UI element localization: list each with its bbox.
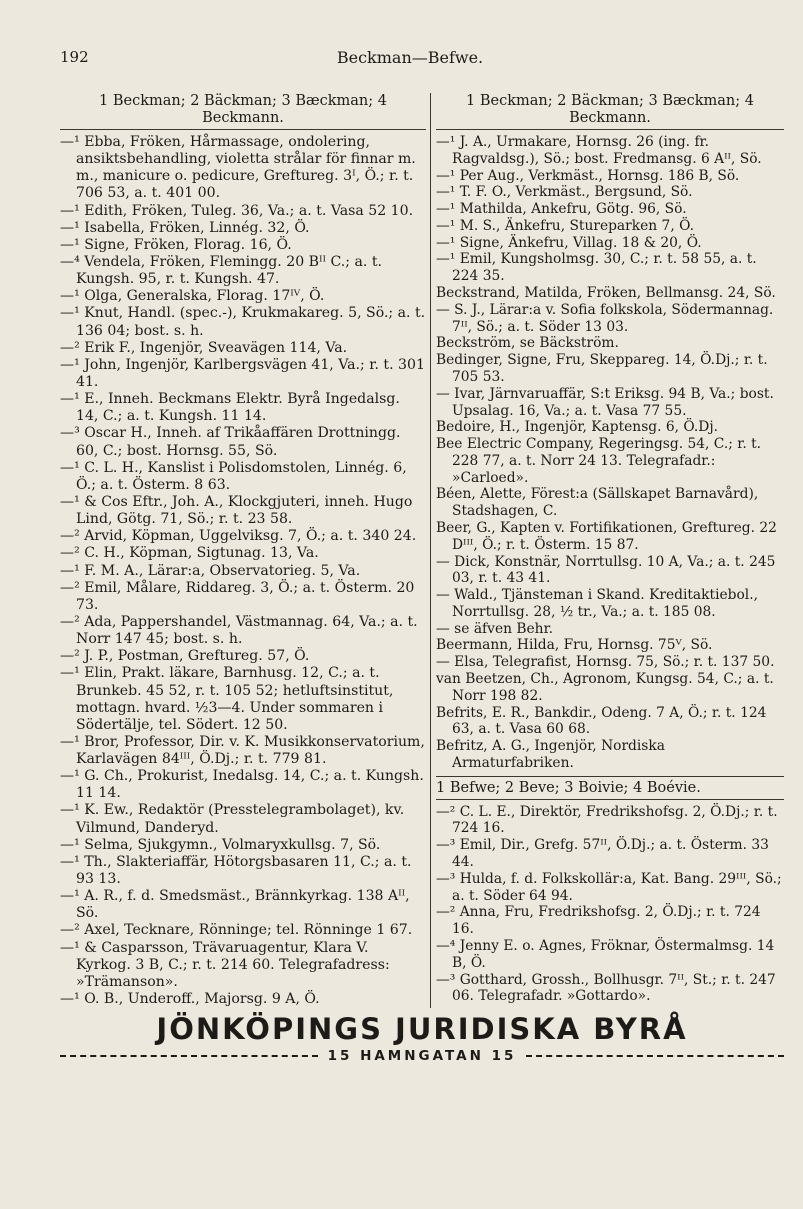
directory-entry: —² Emil, Målare, Riddareg. 3, Ö.; a. t. Österm. 20 73. — [60, 579, 415, 613]
directory-entry: —¹ G. Ch., Prokurist, Inedalsg. 14, C.; a. t. Kungsh. 11 14. — [60, 768, 424, 802]
directory-entry: —¹ & Casparsson, Trävaruagentur, Klara V. Kyrkog. 3 B, C.; r. t. 214 60. Telegrafadress: »Trämanson». — [60, 939, 390, 990]
directory-entry: Bedinger, Signe, Fru, Skeppareg. 14, Ö.Dj.; r. t. 705 53. — [436, 352, 768, 385]
directory-entry: Beckstrand, Matilda, Fröken, Bellmansg. 24, Sö. — [436, 285, 776, 302]
directory-entry: Befrits, E. R., Bankdir., Odeng. 7 A, Ö.; r. t. 124 63, a. t. Vasa 60 68. — [436, 704, 767, 738]
page-header — [60, 44, 760, 70]
directory-entry: —¹ C. L. H., Kanslist i Polisdomstolen, Linnég. 6, Ö.; a. t. Österm. 8 63. — [60, 459, 407, 493]
directory-entry: —³ Hulda, f. d. Folkskollär:a, Kat. Bang. 29ᴵᴵᴵ, Sö.; a. t. Söder 64 94. — [436, 870, 782, 904]
directory-entry: —¹ K. Ew., Redaktör (Presstelegrambolaget), kv. Vilmund, Danderyd. — [60, 802, 405, 836]
directory-entry: —³ Emil, Dir., Grefg. 57ᴵᴵ, Ö.Dj.; a. t. Österm. 33 44. — [436, 837, 769, 871]
directory-entry: —¹ Elin, Prakt. läkare, Barnhusg. 12, C.; a. t. Brunkeb. 45 52, r. t. 105 52; hetluftsinstitut, mottagn. hvard. ½3—4. Under sommaren i Södertälje, tel. Södert. 12 50. — [60, 665, 394, 733]
directory-entry: —¹ John, Ingenjör, Karlbergsvägen 41, Va.; r. t. 301 41. — [60, 356, 425, 390]
directory-entry: —¹ Signe, Fröken, Florag. 16, Ö. — [60, 236, 292, 253]
directory-entry: Befritz, A. G., Ingenjör, Nordiska Armaturfabriken. — [436, 738, 665, 771]
directory-entry: —¹ Edith, Fröken, Tuleg. 36, Va.; a. t. Vasa 52 10. — [60, 202, 414, 219]
directory-entry: —¹ Knut, Handl. (spec.-), Krukmakareg. 5, Sö.; a. t. 136 04; bost. s. h. — [60, 305, 426, 339]
banner-title: JÖNKÖPINGS JURIDISKA BYRÅ — [156, 1012, 688, 1046]
befwe-subheading: 1 Befwe; 2 Beve; 3 Boivie; 4 Boévie. — [436, 776, 784, 800]
directory-entry: —¹ Signe, Änkefru, Villag. 18 & 20, Ö. — [436, 234, 702, 251]
directory-entry: —² Erik F., Ingenjör, Sveavägen 114, Va. — [60, 339, 348, 356]
directory-entry: — S. J., Lärar:a v. Sofia folkskola, Södermannag. 7ᴵᴵ, Sö.; a. t. Söder 13 03. — [436, 301, 774, 335]
directory-entry: —² C. L. E., Direktör, Fredrikshofsg. 2, Ö.Dj.; r. t. 724 16. — [436, 803, 778, 837]
directory-entry: —⁴ Jenny E. o. Agnes, Fröknar, Östermalmsg. 14 B, Ö. — [436, 937, 775, 971]
directory-entry: —¹ O. B., Underoff., Majorsg. 9 A, Ö. — [60, 991, 320, 1008]
directory-entry: —³ Oscar H., Inneh. af Trikåaffären Drottningg. 60, C.; bost. Hornsg. 55, Sö. — [60, 425, 401, 459]
directory-entry: —² J. P., Postman, Greftureg. 57, Ö. — [60, 648, 310, 665]
directory-entry: —³ Gotthard, Grossh., Bollhusgr. 7ᴵᴵ, St.; r. t. 247 06. Telegrafadr. »Gottardo». — [436, 971, 776, 1005]
directory-entry: Bedoire, H., Ingenjör, Kaptensg. 6, Ö.Dj. — [436, 419, 719, 436]
banner-address: 15 HAMNGATAN 15 — [327, 1048, 517, 1064]
directory-entry: —² Axel, Tecknare, Rönninge; tel. Rönninge 1 67. — [60, 922, 413, 939]
directory-entry: —¹ Ebba, Fröken, Hårmassage, ondolering, ansiktsbehandling, violetta strålar för finnar m. m., manicure o. pedicure, Greftureg. 3ᴵ, Ö.; r. t. 706 53, a. t. 401 00. — [60, 134, 416, 202]
directory-entry: —¹ A. R., f. d. Smedsmäst., Brännkyrkag. 138 Aᴵᴵ, Sö. — [60, 888, 410, 922]
directory-entry: Bee Electric Company, Regeringsg. 54, C.; r. t. 228 77, a. t. Norr 24 13. Telegrafadr.: »Carloed». — [436, 436, 762, 486]
directory-entry: —¹ Emil, Kungsholmsg. 30, C.; r. t. 58 55, a. t. 224 35. — [436, 251, 757, 285]
directory-entry: —¹ T. F. O., Verkmäst., Bergsund, Sö. — [436, 184, 693, 201]
directory-entry: —¹ Per Aug., Verkmäst., Hornsg. 186 B, Sö. — [436, 167, 740, 184]
directory-entry: Beermann, Hilda, Fru, Hornsg. 75ⱽ, Sö. — [436, 637, 713, 654]
right-column-heading: 1 Beckman; 2 Bäckman; 3 Bæckman; 4 Beckmann. — [436, 93, 784, 130]
right-entries-after — [436, 804, 784, 1005]
left-entries — [60, 134, 426, 1008]
directory-entry: — Dick, Konstnär, Norrtullsg. 10 A, Va.; a. t. 245 03, r. t. 43 41. — [436, 553, 776, 587]
directory-entry: —¹ Olga, Generalska, Florag. 17ᴵⱽ, Ö. — [60, 288, 325, 305]
directory-entry: —¹ Bror, Professor, Dir. v. K. Musikkonservatorium, Karlavägen 84ᴵᴵᴵ, Ö.Dj.; r. t. 779 81. — [60, 733, 425, 768]
directory-entry: —⁴ Vendela, Fröken, Flemingg. 20 Bᴵᴵ C.; a. t. Kungsh. 95, r. t. Kungsh. 47. — [60, 253, 383, 288]
directory-entry: —¹ & Cos Eftr., Joh. A., Klockgjuteri, inneh. Hugo Lind, Götg. 71, Sö.; r. t. 23 58. — [60, 493, 413, 528]
directory-entry: —¹ J. A., Urmakare, Hornsg. 26 (ing. fr. Ragvaldsg.), Sö.; bost. Fredmansg. 6 Aᴵᴵ, Sö. — [436, 134, 762, 167]
banner-address-row — [60, 1048, 784, 1064]
directory-entry: —¹ Mathilda, Ankefru, Götg. 96, Sö. — [436, 201, 687, 218]
right-entries — [436, 134, 784, 772]
directory-entry: —² Anna, Fru, Fredrikshofsg. 2, Ö.Dj.; r. t. 724 16. — [436, 904, 761, 938]
directory-entry: —¹ F. M. A., Lärar:a, Observatorieg. 5, Va. — [60, 562, 361, 579]
advertisement-banner — [60, 1012, 784, 1064]
directory-entry: —¹ Isabella, Fröken, Linnég. 32, Ö. — [60, 219, 310, 236]
page-number: 192 — [60, 48, 89, 66]
directory-entry: —² C. H., Köpman, Sigtunag. 13, Va. — [60, 545, 319, 562]
directory-entry: —¹ M. S., Änkefru, Stureparken 7, Ö. — [436, 217, 694, 234]
directory-entry: —¹ E., Inneh. Beckmans Elektr. Byrå Ingedalsg. 14, C.; a. t. Kungsh. 11 14. — [60, 391, 400, 425]
directory-entry: —¹ Th., Slakteriaffär, Hötorgsbasaren 11, C.; a. t. 93 13. — [60, 853, 412, 888]
directory-entry: Beer, G., Kapten v. Fortifikationen, Greftureg. 22 Dᴵᴵᴵ, Ö.; r. t. Österm. 15 87. — [436, 519, 777, 553]
directory-entry: — se äfven Behr. — [436, 620, 554, 637]
directory-entry: Beckström, se Bäckström. — [436, 335, 619, 352]
directory-entry: — Wald., Tjänsteman i Skand. Kreditaktiebol., Norrtullsg. 28, ½ tr., Va.; a. t. 185 08. — [436, 587, 758, 620]
dashed-rule-left — [60, 1055, 318, 1057]
directory-entry: van Beetzen, Ch., Agronom, Kungsg. 54, C.; a. t. Norr 198 82. — [436, 671, 774, 704]
right-column — [436, 93, 784, 1005]
dashed-rule-right — [526, 1055, 784, 1057]
directory-entry: — Ivar, Järnvaruaffär, S:t Eriksg. 94 B, Va.; bost. Upsalag. 16, Va.; a. t. Vasa 77 55. — [436, 385, 774, 419]
directory-entry: — Elsa, Telegrafist, Hornsg. 75, Sö.; r. t. 137 50. — [436, 654, 775, 671]
column-divider — [430, 93, 431, 1008]
directory-entry: Béen, Alette, Förest:a (Sällskapet Barnavård), Stadshagen, C. — [436, 486, 759, 520]
running-title: Beckman—Befwe. — [336, 48, 484, 67]
directory-entry: —² Ada, Pappershandel, Västmannag. 64, Va.; a. t. Norr 147 45; bost. s. h. — [60, 613, 418, 648]
directory-entry: —² Arvid, Köpman, Uggelviksg. 7, Ö.; a. t. 340 24. — [60, 528, 417, 545]
left-column — [60, 93, 426, 1008]
directory-entry: —¹ Selma, Sjukgymn., Volmaryxkullsg. 7, Sö. — [60, 836, 381, 853]
left-column-heading: 1 Beckman; 2 Bäckman; 3 Bæckman; 4 Beckmann. — [60, 93, 426, 130]
